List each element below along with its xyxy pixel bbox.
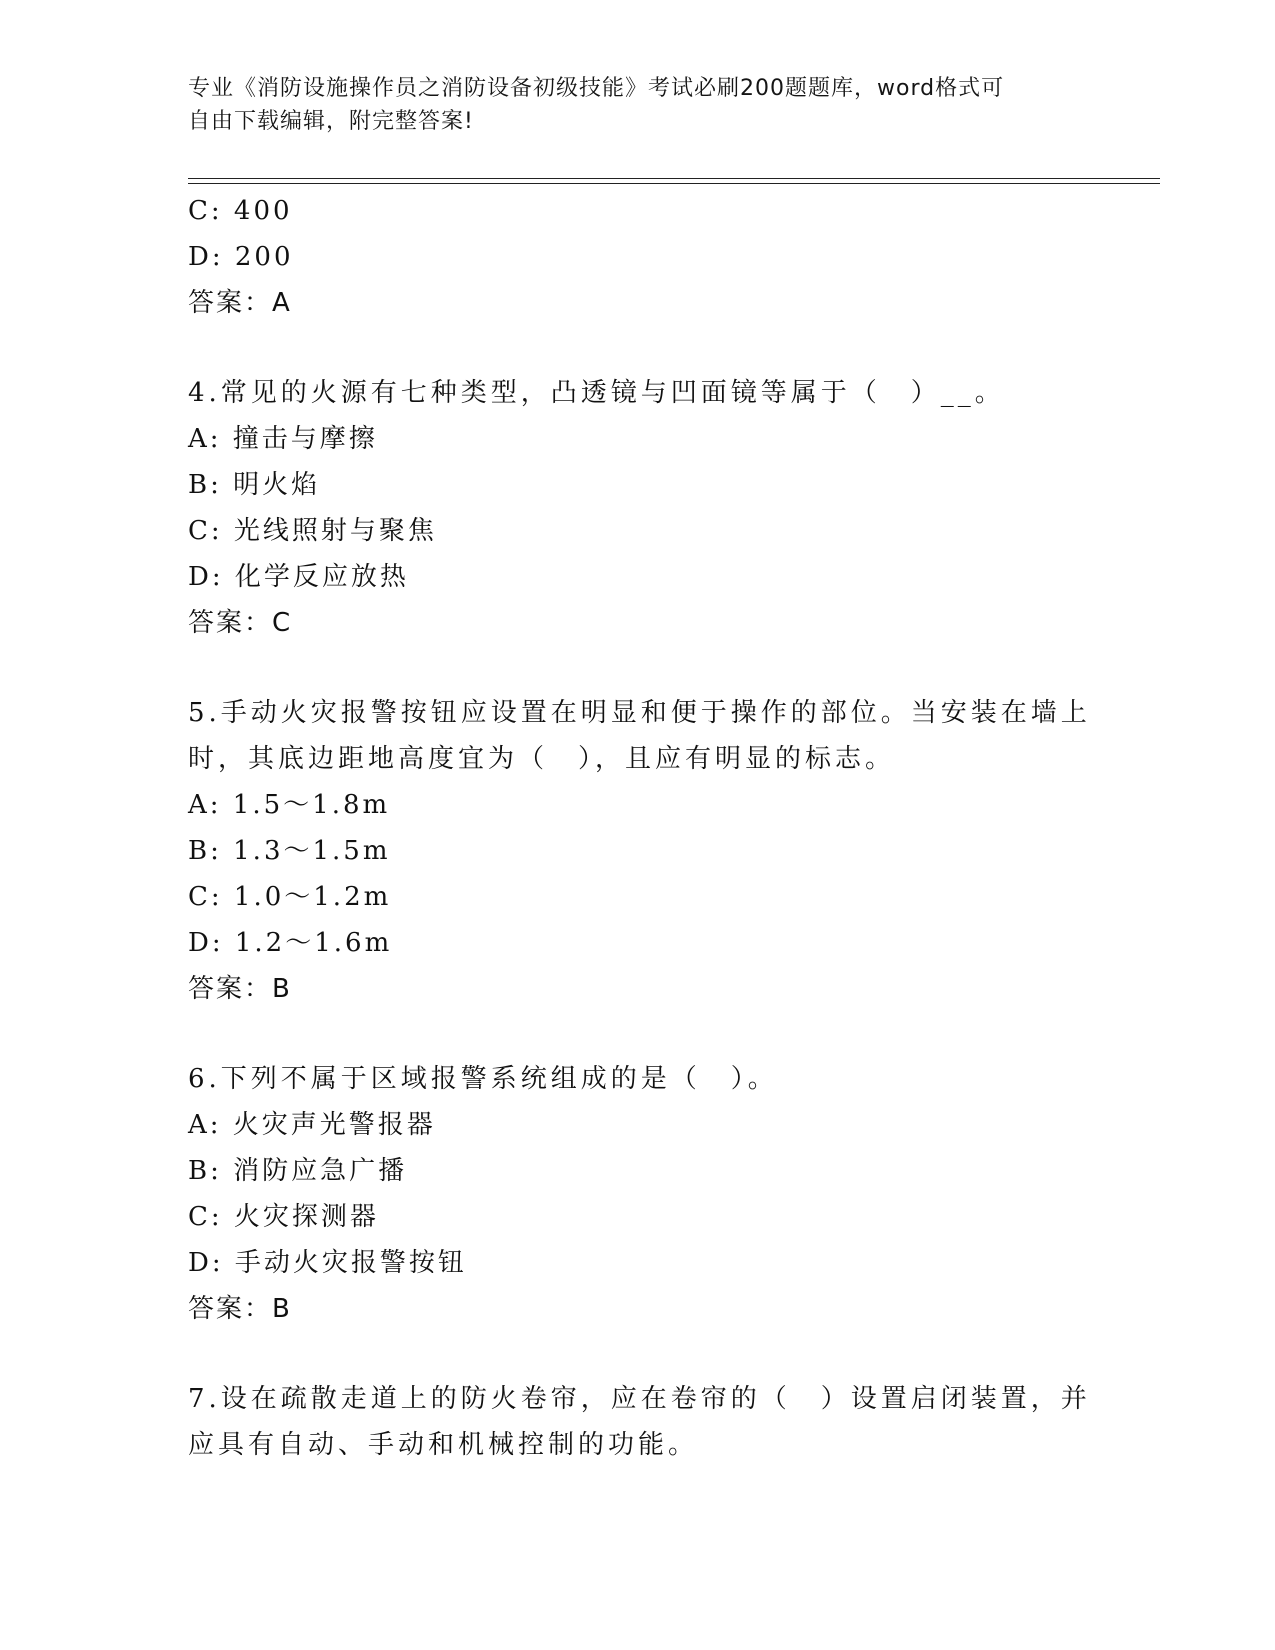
option-c: C: 1.0～1.2m: [188, 882, 392, 912]
question-text: 5.手动火灾报警按钮应设置在明显和便于操作的部位。当安装在墙上: [188, 698, 1091, 728]
header-line-2: 自由下载编辑，附完整答案!: [188, 109, 474, 134]
option-c: C: 光线照射与聚焦: [188, 516, 437, 546]
option-a: A: 撞击与摩擦: [188, 424, 378, 454]
header-divider-top: [188, 178, 1160, 179]
option-c: C: 火灾探测器: [188, 1202, 379, 1232]
page-header: [188, 72, 1068, 138]
question-text: 7.设在疏散走道上的防火卷帘，应在卷帘的（ ）设置启闭装置，并: [188, 1384, 1091, 1414]
question-text-continued: 时，其底边距地高度宜为（ ），且应有明显的标志。: [188, 744, 896, 774]
option-a: A: 1.5～1.8m: [188, 790, 391, 820]
option-d: D: 手动火灾报警按钮: [188, 1248, 467, 1278]
option-b: B: 1.3～1.5m: [188, 836, 391, 866]
answer: 答案：C: [188, 608, 293, 638]
option-b: B: 明火焰: [188, 470, 321, 500]
question-5: [188, 690, 1091, 1012]
question-text: 4.常见的火源有七种类型，凸透镜与凹面镜等属于（ ）__。: [188, 378, 1005, 408]
question-7: [188, 1376, 1091, 1468]
question-list: [188, 188, 1091, 1468]
answer: 答案：A: [188, 288, 292, 318]
partial-question-3: [188, 188, 1088, 326]
option-c: C: 400: [188, 196, 293, 226]
question-4: [188, 370, 1088, 646]
option-d: D: 化学反应放热: [188, 562, 409, 592]
answer: 答案：B: [188, 1294, 292, 1324]
answer: 答案：B: [188, 974, 292, 1004]
option-b: B: 消防应急广播: [188, 1156, 408, 1186]
question-6: [188, 1056, 1088, 1332]
question-text-continued: 应具有自动、手动和机械控制的功能。: [188, 1430, 699, 1460]
header-line-1: 专业《消防设施操作员之消防设备初级技能》考试必刷200题题库，word格式可: [188, 76, 1005, 101]
option-d: D: 200: [188, 242, 294, 272]
question-text: 6.下列不属于区域报警系统组成的是（ ）。: [188, 1064, 778, 1094]
option-a: A: 火灾声光警报器: [188, 1110, 436, 1140]
option-d: D: 1.2～1.6m: [188, 928, 393, 958]
header-divider-bottom: [188, 183, 1160, 184]
